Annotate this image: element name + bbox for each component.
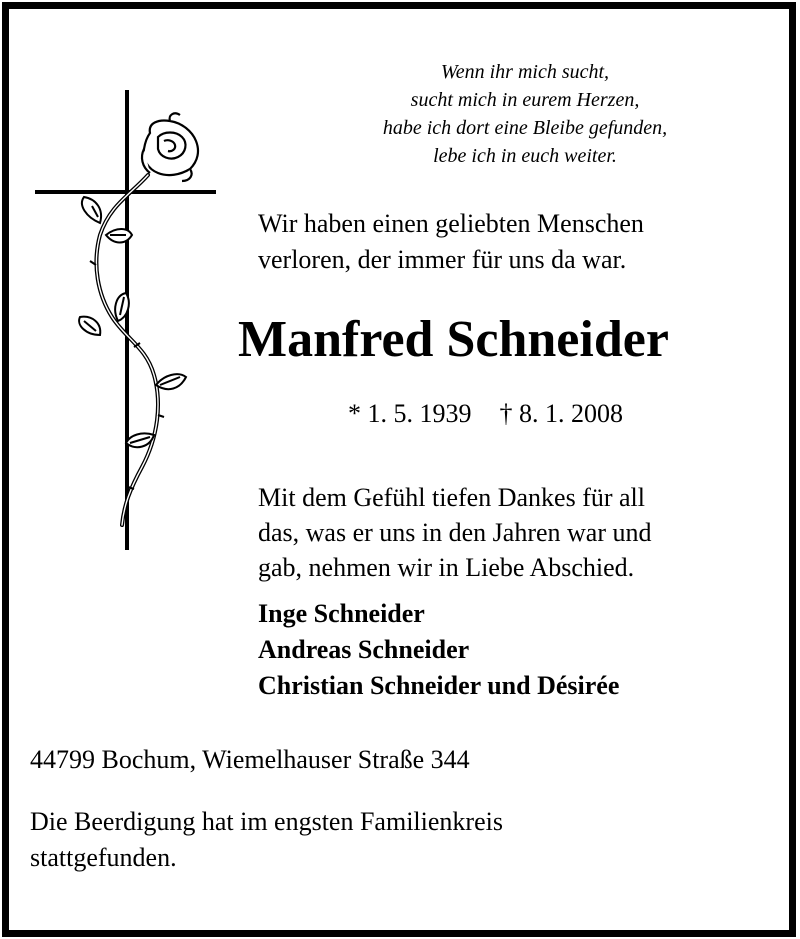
thanks-line: Mit dem Gefühl tiefen Dankes für all	[258, 483, 645, 512]
intro-line: Wir haben einen geliebten Menschen	[258, 209, 644, 238]
poem-line: sucht mich in eurem Herzen,	[410, 89, 640, 111]
funeral-line: stattgefunden.	[30, 843, 177, 872]
mourner-name: Inge Schneider	[258, 599, 425, 628]
death-date: † 8. 1. 2008	[499, 399, 623, 428]
intro-text	[258, 206, 758, 278]
poem	[340, 58, 710, 170]
mourner-name: Christian Schneider und Désirée	[258, 671, 620, 700]
thanks-text	[258, 480, 768, 585]
poem-line: habe ich dort eine Bleibe gefunden,	[382, 117, 668, 139]
funeral-line: Die Beerdigung hat im engsten Familienkreis	[30, 807, 503, 836]
funeral-note	[30, 804, 730, 876]
thanks-line: das, was er uns in den Jahren war und	[258, 518, 652, 547]
address: 44799 Bochum, Wiemelhauser Straße 344	[30, 745, 470, 774]
life-dates	[348, 396, 768, 432]
poem-line: lebe ich in euch weiter.	[433, 145, 617, 167]
thanks-line: gab, nehmen wir in Liebe Abschied.	[258, 553, 635, 582]
poem-line: Wenn ihr mich sucht,	[440, 61, 610, 83]
mourners-list	[258, 596, 778, 704]
cross-with-rose-icon	[30, 85, 230, 555]
deceased-name: Manfred Schneider	[238, 311, 669, 368]
mourner-name: Andreas Schneider	[258, 635, 470, 664]
birth-date: * 1. 5. 1939	[348, 399, 472, 428]
intro-line: verloren, der immer für uns da war.	[258, 245, 627, 274]
